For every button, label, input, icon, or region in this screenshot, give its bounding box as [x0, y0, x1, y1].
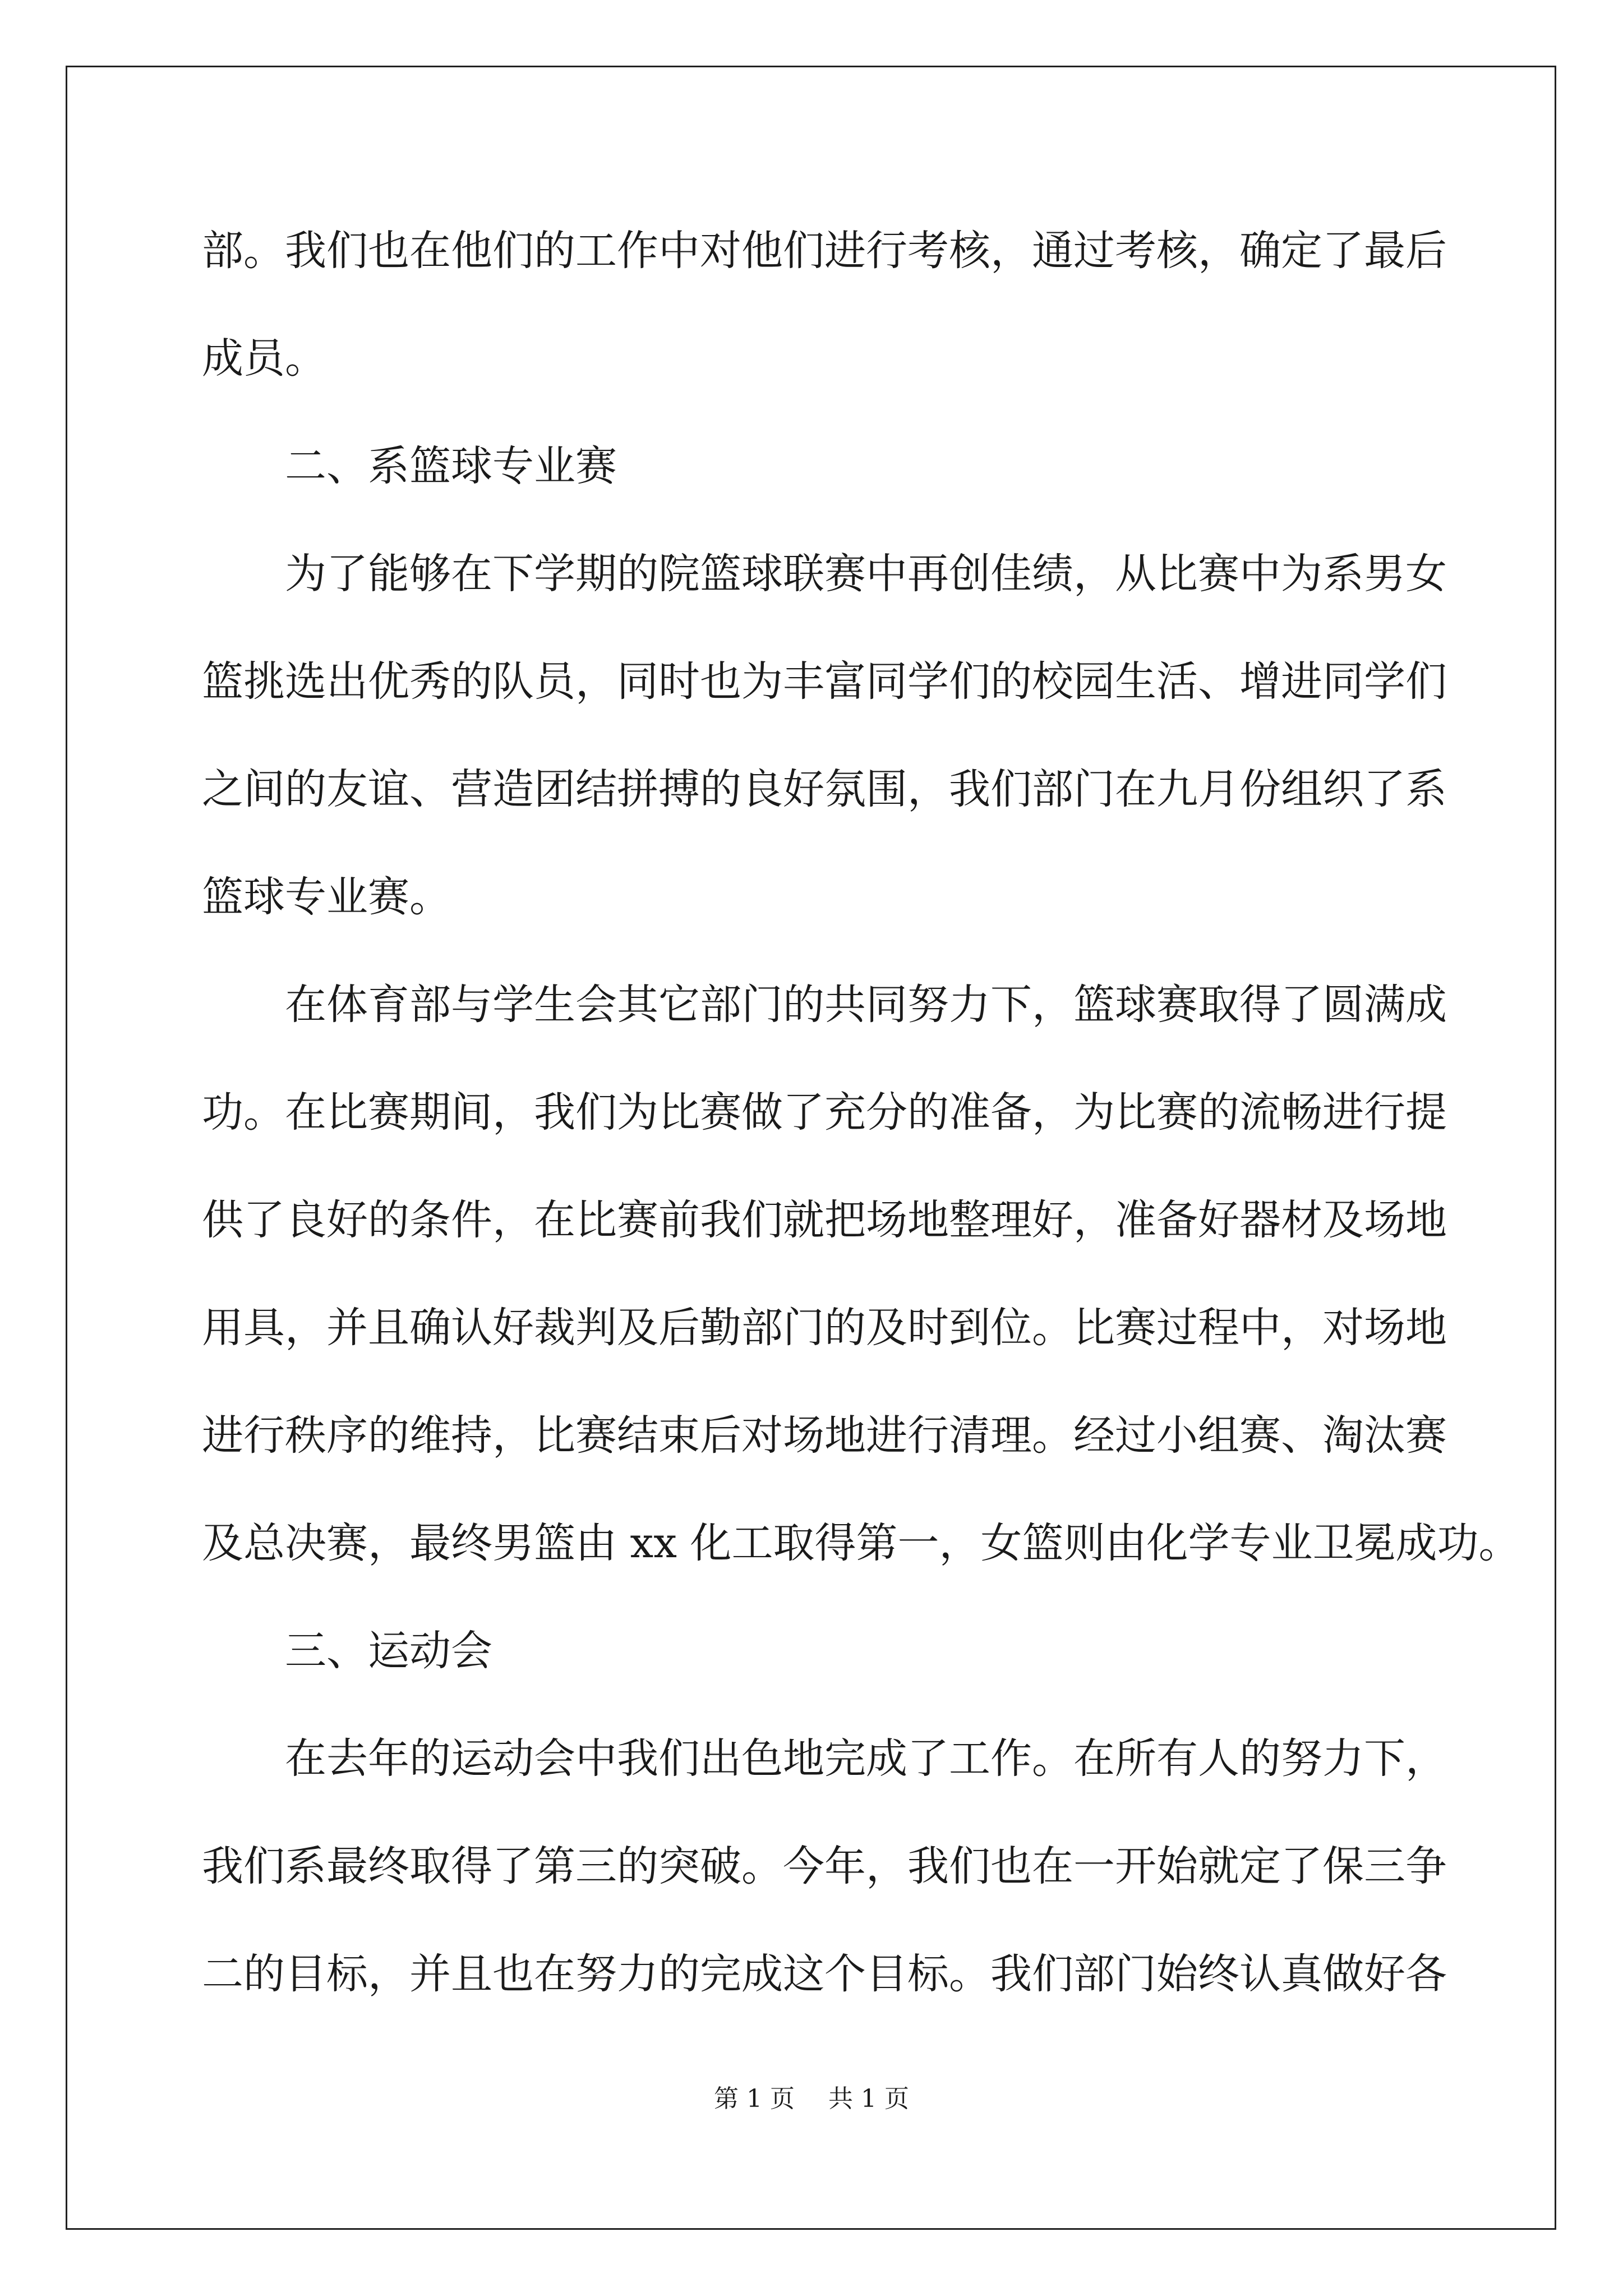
paragraph-line: 在去年的运动会中我们出色地完成了工作。在所有人的努力下，: [285, 1734, 1447, 1783]
section-heading: 二、系篮球专业赛: [285, 442, 617, 490]
paragraph-line: 功。在比赛期间，我们为比赛做了充分的准备，为比赛的流畅进行提: [202, 1088, 1447, 1137]
paragraph-line: 在体育部与学生会其它部门的共同努力下，篮球赛取得了圆满成: [285, 981, 1447, 1029]
paragraph-line: 之间的友谊、营造团结拼搏的良好氛围，我们部门在九月份组织了系: [202, 765, 1447, 813]
paragraph-line: 用具，并且确认好裁判及后勤部门的及时到位。比赛过程中，对场地: [202, 1304, 1447, 1352]
paragraph-line: 篮球专业赛。: [202, 873, 451, 921]
page-border: [66, 66, 1556, 2230]
paragraph-line: 我们系最终取得了第三的突破。今年，我们也在一开始就定了保三争: [202, 1842, 1447, 1890]
paragraph-line: 供了良好的条件，在比赛前我们就把场地整理好，准备好器材及场地: [202, 1196, 1447, 1244]
page-number: 第 1 页: [714, 2085, 795, 2113]
page-footer: [0, 2082, 1623, 2116]
paragraph-line: 进行秩序的维持，比赛结束后对场地进行清理。经过小组赛、淘汰赛: [202, 1411, 1447, 1460]
section-heading: 三、运动会: [285, 1627, 492, 1675]
paragraph-line: 成员。: [202, 334, 326, 383]
paragraph-line: 为了能够在下学期的院篮球联赛中再创佳绩，从比赛中为系男女: [285, 550, 1447, 598]
paragraph-line: 二的目标，并且也在努力的完成这个目标。我们部门始终认真做好各: [202, 1950, 1447, 1998]
paragraph-line: 篮挑选出优秀的队员，同时也为丰富同学们的校园生活、增进同学们: [202, 657, 1447, 706]
paragraph-line: 及总决赛，最终男篮由 xx 化工取得第一，女篮则由化学专业卫冕成功。: [202, 1519, 1520, 1567]
paragraph-line: 部。我们也在他们的工作中对他们进行考核，通过考核，确定了最后: [202, 227, 1447, 275]
page-total: 共 1 页: [828, 2085, 909, 2113]
